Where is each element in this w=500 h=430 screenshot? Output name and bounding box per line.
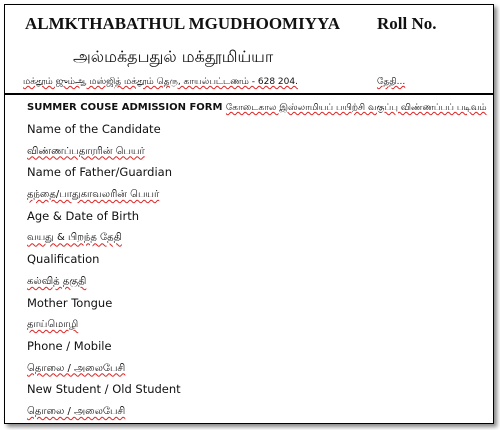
field-candidate-name-ta: விண்ணப்பதாரரின் பெயர்	[27, 145, 145, 157]
form-title-tamil: கோடைகால இஸ்லாமியப் பயிற்சி வகுப்பு விண்ணப்பப் படிவம்	[225, 103, 487, 113]
field-mother-tongue-ta: தாய்மொழி	[27, 319, 79, 331]
field-student-status-en: New Student / Old Student	[27, 382, 181, 397]
field-phone-ta: தொலை / அலைபேசி	[27, 362, 126, 374]
field-qualification-en: Qualification	[27, 252, 100, 267]
field-father-name-ta: தந்தை/பாதுகாவலரின் பெயர்	[27, 189, 160, 201]
field-qualification-ta: கல்வித் தகுதி	[27, 275, 87, 287]
institution-address: மக்தூம் ஜும்ஆ மஸ்ஜித் மக்தூம் தெரு, காயல்பட்டணம் - 628 204.	[23, 77, 298, 87]
form-header	[5, 5, 493, 95]
institution-name-english: ALMKTHABATHUL MGUDHOOMIYYA	[25, 14, 340, 33]
field-father-name-en: Name of Father/Guardian	[27, 165, 173, 180]
field-mother-tongue-en: Mother Tongue	[27, 295, 113, 310]
roll-number-label: Roll No.	[377, 14, 437, 33]
form-title	[27, 102, 487, 114]
admission-form-page	[4, 4, 494, 424]
field-candidate-name-en: Name of the Candidate	[27, 122, 161, 136]
field-age-dob-en: Age & Date of Birth	[27, 208, 140, 223]
field-student-status-ta: தொலை / அலைபேசி	[27, 405, 126, 417]
date-label: தேதி...	[377, 77, 406, 87]
field-age-dob-ta: வயது & பிறந்த தேதி	[27, 232, 122, 244]
form-title-english: SUMMER COUSE ADMISSION FORM	[27, 102, 223, 113]
institution-name-tamil: அல்மக்தபதுல் மக்தூமிய்யா	[73, 47, 274, 66]
form-fields	[27, 119, 181, 423]
field-phone-en: Phone / Mobile	[27, 338, 112, 353]
